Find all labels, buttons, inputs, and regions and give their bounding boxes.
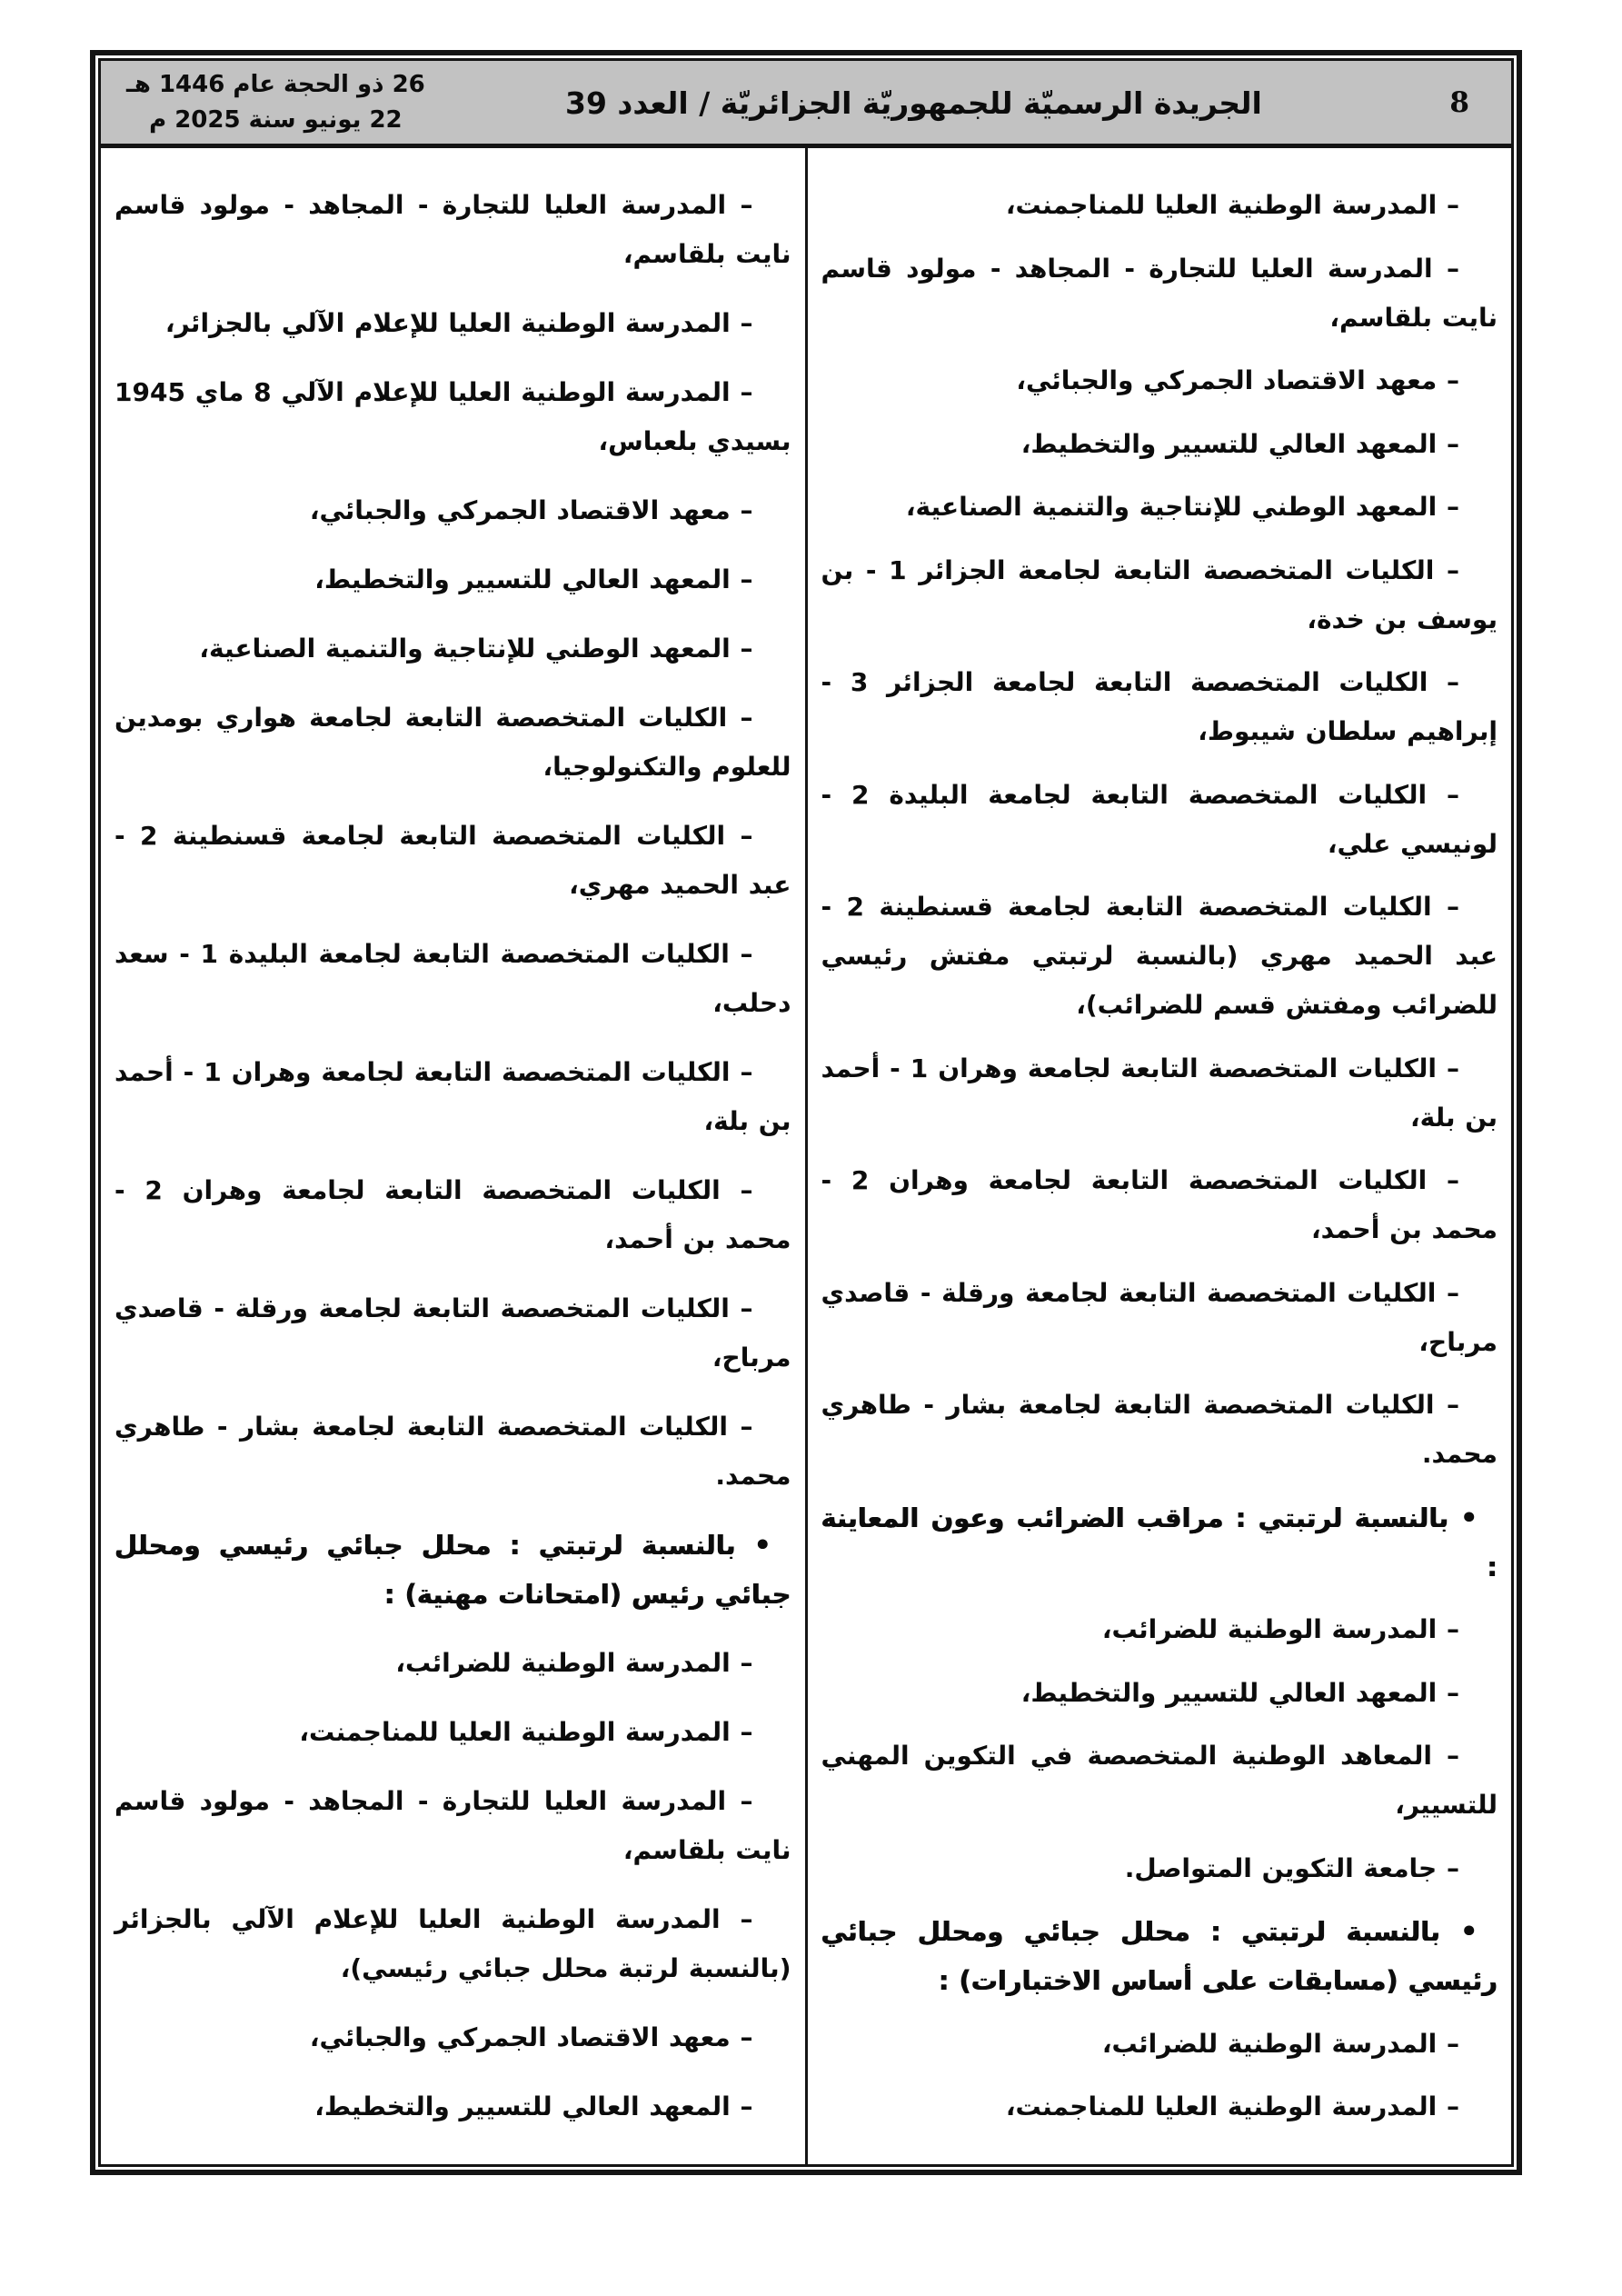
list-item: – الكليات المتخصصة التابعة لجامعة وهران 2 - محمد بن أحمد، [114, 1175, 791, 1254]
list-item: – المعهد الوطني للإنتاجية والتنمية الصناعية، [199, 634, 753, 664]
list-item: – الكليات المتخصصة التابعة لجامعة البليدة 1 - سعد دحلب، [114, 939, 791, 1018]
section-heading: • بالنسبة لرتبتي : محلل جبائي ومحلل جبائي رئيسي (مسابقات على أساس الاختبارات) : [821, 1916, 1498, 1996]
list-item: – المدرسة الوطنية العليا للإعلام الآلي بالجزائر، [164, 308, 753, 338]
list-item: – المعهد العالي للتسيير والتخطيط، [314, 564, 753, 594]
page-inner-border [98, 58, 1514, 2167]
gregorian-date: 22 يونيو سنة 2025 م [149, 105, 403, 134]
list-item: – المعهد العالي للتسيير والتخطيط، [314, 2091, 753, 2121]
list-item: – الكليات المتخصصة التابعة لجامعة بشار - طاهري محمد. [114, 1412, 791, 1491]
list-item: – الكليات المتخصصة التابعة لجامعة ورقلة - قاصدي مرباح، [821, 1277, 1498, 1357]
page-outer-border [90, 50, 1522, 2175]
column-right [808, 148, 1512, 2164]
list-item: – معهد الاقتصاد الجمركي والجبائي، [1016, 365, 1459, 395]
list-item: – المعهد الوطني للإنتاجية والتنمية الصناعية، [905, 492, 1459, 522]
list-item: – المعهد العالي للتسيير والتخطيط، [1020, 1677, 1459, 1708]
content-area [101, 148, 1511, 2164]
list-item: – المدرسة الوطنية العليا للمناجمنت، [1005, 2091, 1459, 2121]
list-item: – المدرسة الوطنية للضرائب، [395, 1648, 753, 1678]
header-dates [101, 67, 425, 138]
list-item: – الكليات المتخصصة التابعة لجامعة وهران 2 - محمد بن أحمد، [821, 1165, 1498, 1244]
list-item: – الكليات المتخصصة التابعة لجامعة الجزائر 1 - بن يوسف بن خدة، [821, 554, 1498, 634]
list-item: – الكليات المتخصصة التابعة لجامعة ورقلة - قاصدي مرباح، [114, 1293, 791, 1373]
list-item: – الكليات المتخصصة التابعة لجامعة وهران 1 - أحمد بن بلة، [114, 1057, 791, 1136]
list-item: – الكليات المتخصصة التابعة لجامعة هواري بومدين للعلوم والتكنولوجيا، [114, 703, 791, 782]
list-item: – المدرسة الوطنية للضرائب، [1101, 1614, 1459, 1644]
section-heading: • بالنسبة لرتبتي : محلل جبائي رئيسي ومحلل جبائي رئيس (امتحانات مهنية) : [114, 1530, 791, 1610]
list-item: – المدرسة العليا للتجارة - المجاهد - مولود قاسم نايت بلقاسم، [114, 1786, 791, 1865]
list-item: – الكليات المتخصصة التابعة لجامعة بشار - طاهري محمد. [821, 1390, 1498, 1469]
section-heading: • بالنسبة لرتبتي : مراقب الضرائب وعون المعاينة : [821, 1502, 1498, 1582]
list-item: – الكليات المتخصصة التابعة لجامعة الجزائر 3 - إبراهيم سلطان شيبوط، [821, 667, 1498, 746]
list-item: – الكليات المتخصصة التابعة لجامعة البليدة 2 - لونيسي علي، [821, 779, 1498, 859]
masthead [101, 61, 1511, 148]
list-item: – المدرسة الوطنية للضرائب، [1101, 2028, 1459, 2059]
column-divider [805, 148, 808, 2164]
list-item: – معهد الاقتصاد الجمركي والجبائي، [309, 2022, 753, 2052]
list-item: – المدرسة الوطنية العليا للمناجمنت، [299, 1717, 753, 1747]
list-item: – المدرسة العليا للتجارة - المجاهد - مولود قاسم نايت بلقاسم، [114, 190, 791, 269]
page-number: 8 [1449, 85, 1469, 119]
hijri-date: 26 ذو الحجة عام 1446 هـ [126, 70, 425, 98]
list-item: – جامعة التكوين المتواصل. [1124, 1852, 1459, 1883]
list-item: – المعهد العالي للتسيير والتخطيط، [1020, 428, 1459, 459]
list-item: – المدرسة العليا للتجارة - المجاهد - مولود قاسم نايت بلقاسم، [821, 253, 1498, 333]
list-item: – الكليات المتخصصة التابعة لجامعة قسنطينة 2 - عبد الحميد مهري (بالنسبة لرتبتي مفتش رئيسي للضرائب ومفتش قسم للضرائب)، [821, 892, 1498, 1020]
list-item: – الكليات المتخصصة التابعة لجامعة وهران 1 - أحمد بن بلة، [821, 1053, 1498, 1133]
column-left [101, 148, 805, 2164]
list-item: – معهد الاقتصاد الجمركي والجبائي، [309, 495, 753, 525]
list-item: – المدرسة الوطنية العليا للمناجمنت، [1005, 190, 1459, 220]
list-item: – المدرسة الوطنية العليا للإعلام الآلي بالجزائر (بالنسبة لرتبة محلل جبائي رئيسي)، [114, 1904, 791, 1983]
list-item: – المدرسة الوطنية العليا للإعلام الآلي 8 ماي 1945 بسيدي بلعباس، [114, 377, 791, 456]
list-item: – الكليات المتخصصة التابعة لجامعة قسنطينة 2 - عبد الحميد مهري، [114, 821, 791, 900]
list-item: – المعاهد الوطنية المتخصصة في التكوين المهني للتسيير، [821, 1741, 1498, 1820]
gazette-title: الجريدة الرسميّة للجمهوريّة الجزائريّة / العدد 39 [564, 85, 1262, 121]
